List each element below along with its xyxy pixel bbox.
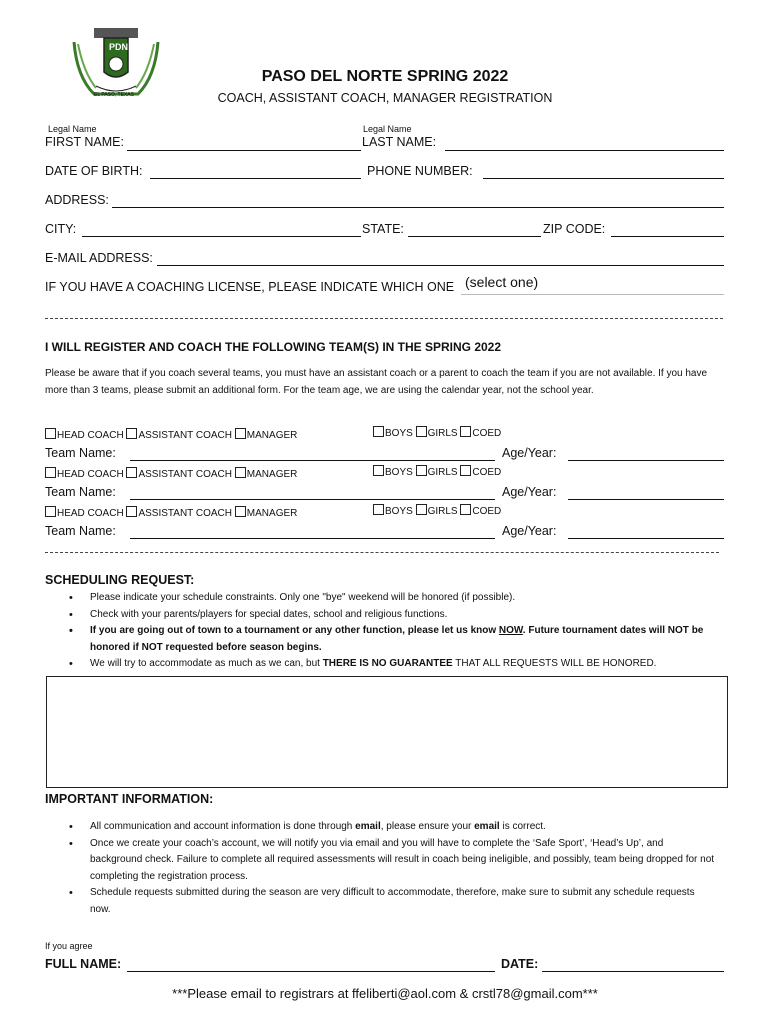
first-name-label: FIRST NAME:: [45, 135, 124, 149]
full-name-label: FULL NAME:: [45, 957, 122, 971]
page-title: PASO DEL NORTE SPRING 2022: [261, 68, 509, 85]
assistant-coach-checkbox[interactable]: [126, 428, 137, 439]
scheduling-item: [45, 623, 715, 656]
divider-middle: [45, 552, 719, 553]
important-heading: IMPORTANT INFORMATION:: [45, 792, 214, 806]
now-emphasis: NOW: [498, 625, 523, 636]
coed-label: COED: [472, 428, 502, 439]
boys-label: BOYS: [385, 467, 413, 478]
assistant-coach-checkbox[interactable]: [126, 467, 137, 478]
team-3-name-label: Team Name:: [45, 524, 116, 538]
logo-motto: EL PASO, TEXAS: [94, 92, 134, 98]
footer-contact: ***Please email to registrars at ffeliberti@aol.com & crstl78@gmail.com***: [172, 986, 598, 1001]
team-3-age-field[interactable]: [568, 538, 724, 539]
team-2-age-field[interactable]: [568, 499, 724, 500]
email-emphasis: email: [474, 821, 500, 832]
logo-text: PDN: [109, 42, 129, 52]
team-1-age-label: Age/Year:: [502, 446, 557, 460]
divider-top: [45, 318, 723, 319]
license-question: IF YOU HAVE A COACHING LICENSE, PLEASE INDICATE WHICH ONE: [45, 280, 455, 294]
last-name-field[interactable]: [445, 150, 724, 151]
teams-instructions: Please be aware that if you coach several teams, you must have an assistant coach or a parent to coach the team if you are not available. If you have more than 3 teams, please submit an additional form. For the team age, we are using the calendar year, not the school year.: [45, 368, 708, 396]
date-field[interactable]: [542, 971, 724, 972]
manager-checkbox[interactable]: [235, 506, 246, 517]
scheduling-item-text: We will try to accommodate as much as we can, but: [90, 658, 323, 669]
address-field[interactable]: [112, 207, 724, 208]
boys-label: BOYS: [385, 428, 413, 439]
manager-checkbox[interactable]: [235, 467, 246, 478]
important-item-text: is correct.: [499, 821, 546, 832]
scheduling-heading: SCHEDULING REQUEST:: [45, 573, 195, 587]
team-1-name-field[interactable]: [130, 460, 495, 461]
email-field[interactable]: [157, 265, 724, 266]
no-guarantee-emphasis: THERE IS NO GUARANTEE: [322, 658, 453, 669]
scheduling-item-text: If you are going out of town to a tournament or any other function, please let us know: [90, 625, 499, 636]
first-name-field[interactable]: [127, 150, 361, 151]
team-3-age-label: Age/Year:: [502, 524, 557, 538]
team-2-name-field[interactable]: [130, 499, 495, 500]
girls-checkbox[interactable]: [416, 504, 427, 515]
scheduling-item-text: . Future tournament dates will NOT be honored if NOT requested before season begins.: [90, 625, 704, 653]
schedule-request-textarea[interactable]: [46, 676, 728, 788]
girls-label: GIRLS: [427, 506, 458, 517]
important-list: [45, 819, 715, 918]
legal-name-note-first: Legal Name: [48, 124, 97, 134]
head-coach-checkbox[interactable]: [45, 428, 56, 439]
manager-label: MANAGER: [246, 430, 298, 441]
team-2-roles: [45, 467, 297, 480]
team-1-age-field[interactable]: [568, 460, 724, 461]
dob-field[interactable]: [150, 178, 361, 179]
date-label: DATE:: [501, 957, 539, 971]
manager-label: MANAGER: [246, 508, 298, 519]
scheduling-item: • Please indicate your schedule constraints. Only one "bye" weekend will be honored (if possible).: [45, 590, 715, 607]
coed-checkbox[interactable]: [460, 465, 471, 476]
license-select[interactable]: [461, 274, 724, 295]
team-1-roles: [45, 428, 297, 441]
head-coach-label: HEAD COACH: [57, 430, 124, 441]
important-item-text: , please ensure your: [380, 821, 475, 832]
team-2-age-label: Age/Year:: [502, 485, 557, 499]
zip-field[interactable]: [611, 236, 724, 237]
head-coach-checkbox[interactable]: [45, 467, 56, 478]
assistant-coach-checkbox[interactable]: [126, 506, 137, 517]
girls-checkbox[interactable]: [416, 465, 427, 476]
coed-checkbox[interactable]: [460, 504, 471, 515]
important-item: • Once we create your coach’s account, we will notify you via email and you will have to complete the ‘Safe Sport’, ‘Head’s Up’, and background check. Failure to complete all required assessments will result in coach being ineligible, and possibly, team being dropped for not completing the registration process.: [45, 836, 715, 886]
important-item-text: All communication and account information is done through: [90, 821, 356, 832]
manager-label: MANAGER: [246, 469, 298, 480]
team-1-gender: [373, 426, 501, 439]
team-1-name-label: Team Name:: [45, 446, 116, 460]
boys-checkbox[interactable]: [373, 426, 384, 437]
phone-label: PHONE NUMBER:: [367, 164, 473, 178]
coed-label: COED: [472, 467, 502, 478]
important-item: • Schedule requests submitted during the season are very difficult to accommodate, therefore, make sure to submit any schedule requests now.: [45, 885, 715, 918]
scheduling-list: [45, 590, 715, 673]
boys-label: BOYS: [385, 506, 413, 517]
girls-label: GIRLS: [427, 467, 458, 478]
scheduling-item-text: THAT ALL REQUESTS WILL BE HONORED.: [452, 658, 657, 669]
last-name-label: LAST NAME:: [362, 135, 437, 149]
city-field[interactable]: [82, 236, 361, 237]
boys-checkbox[interactable]: [373, 465, 384, 476]
email-emphasis: email: [355, 821, 381, 832]
head-coach-label: HEAD COACH: [57, 469, 124, 480]
scheduling-item: • Check with your parents/players for special dates, school and religious functions.: [45, 607, 715, 624]
team-3-gender: [373, 504, 501, 517]
team-2-name-label: Team Name:: [45, 485, 116, 499]
coed-label: COED: [472, 506, 502, 517]
assistant-coach-label: ASSISTANT COACH: [138, 430, 233, 441]
page-subtitle: COACH, ASSISTANT COACH, MANAGER REGISTRATION: [217, 91, 553, 105]
teams-heading: I WILL REGISTER AND COACH THE FOLLOWING TEAM(S) IN THE SPRING 2022: [45, 340, 502, 354]
legal-name-note-last: Legal Name: [363, 124, 412, 134]
address-label: ADDRESS:: [45, 193, 109, 207]
team-2-gender: [373, 465, 501, 478]
coed-checkbox[interactable]: [460, 426, 471, 437]
head-coach-checkbox[interactable]: [45, 506, 56, 517]
city-label: CITY:: [45, 222, 77, 236]
license-select-value: (select one): [465, 274, 539, 290]
team-3-name-field[interactable]: [130, 538, 495, 539]
head-coach-label: HEAD COACH: [57, 508, 124, 519]
important-item: [45, 819, 715, 836]
email-label: E-MAIL ADDRESS:: [45, 251, 153, 265]
full-name-field[interactable]: [127, 971, 495, 972]
boys-checkbox[interactable]: [373, 504, 384, 515]
assistant-coach-label: ASSISTANT COACH: [138, 469, 233, 480]
phone-field[interactable]: [483, 178, 724, 179]
manager-checkbox[interactable]: [235, 428, 246, 439]
dob-label: DATE OF BIRTH:: [45, 164, 143, 178]
scheduling-item: [45, 656, 715, 673]
state-field[interactable]: [408, 236, 541, 237]
agree-note: If you agree: [45, 941, 93, 951]
zip-label: ZIP CODE:: [543, 222, 606, 236]
state-label: STATE:: [362, 222, 404, 236]
girls-checkbox[interactable]: [416, 426, 427, 437]
assistant-coach-label: ASSISTANT COACH: [138, 508, 233, 519]
team-3-roles: [45, 506, 297, 519]
girls-label: GIRLS: [427, 428, 458, 439]
